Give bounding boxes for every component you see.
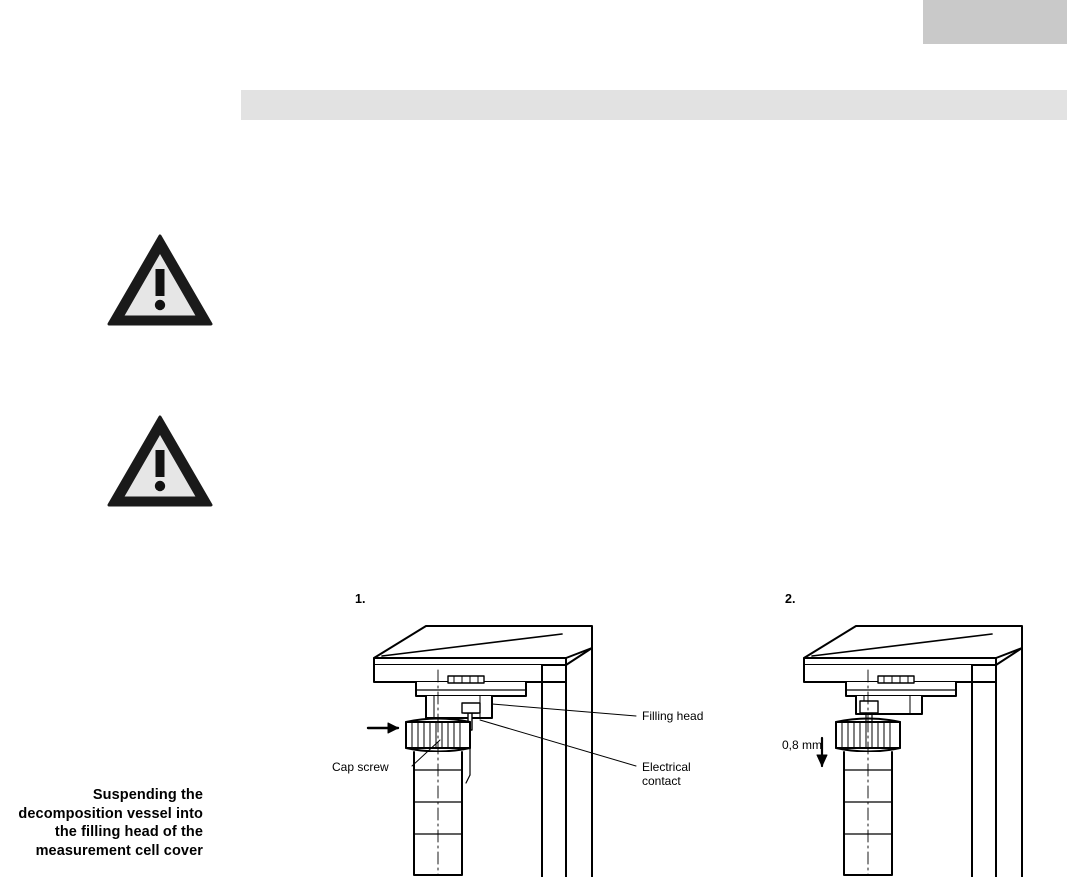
margin-caption-line-4: measurement cell cover — [35, 842, 203, 859]
margin-caption — [0, 786, 203, 860]
figure-step-1-label: 1. — [355, 592, 366, 606]
callout-cap-screw: Cap screw — [332, 760, 389, 774]
technical-illustration — [330, 570, 1067, 877]
margin-caption-line-3: the filling head of the — [54, 824, 203, 840]
figure-step-2-label: 2. — [785, 592, 796, 606]
callout-electrical-contact-line-1: Electrical — [642, 760, 691, 774]
margin-caption-line-1: Suspending the — [92, 787, 203, 803]
margin-caption-line-2: decomposition vessel into — [18, 805, 203, 822]
callout-dimension: 0,8 mm — [782, 738, 823, 752]
warning-triangle-icon — [105, 232, 215, 328]
callout-filling-head: Filling head — [642, 709, 704, 723]
callout-electrical-contact — [642, 760, 691, 788]
warning-triangle-icon — [105, 413, 215, 509]
callout-electrical-contact-line-2: contact — [642, 774, 681, 788]
header-corner-tab — [923, 0, 1067, 44]
illustration-drawing — [330, 570, 1067, 877]
header-title-bar — [241, 90, 1067, 120]
